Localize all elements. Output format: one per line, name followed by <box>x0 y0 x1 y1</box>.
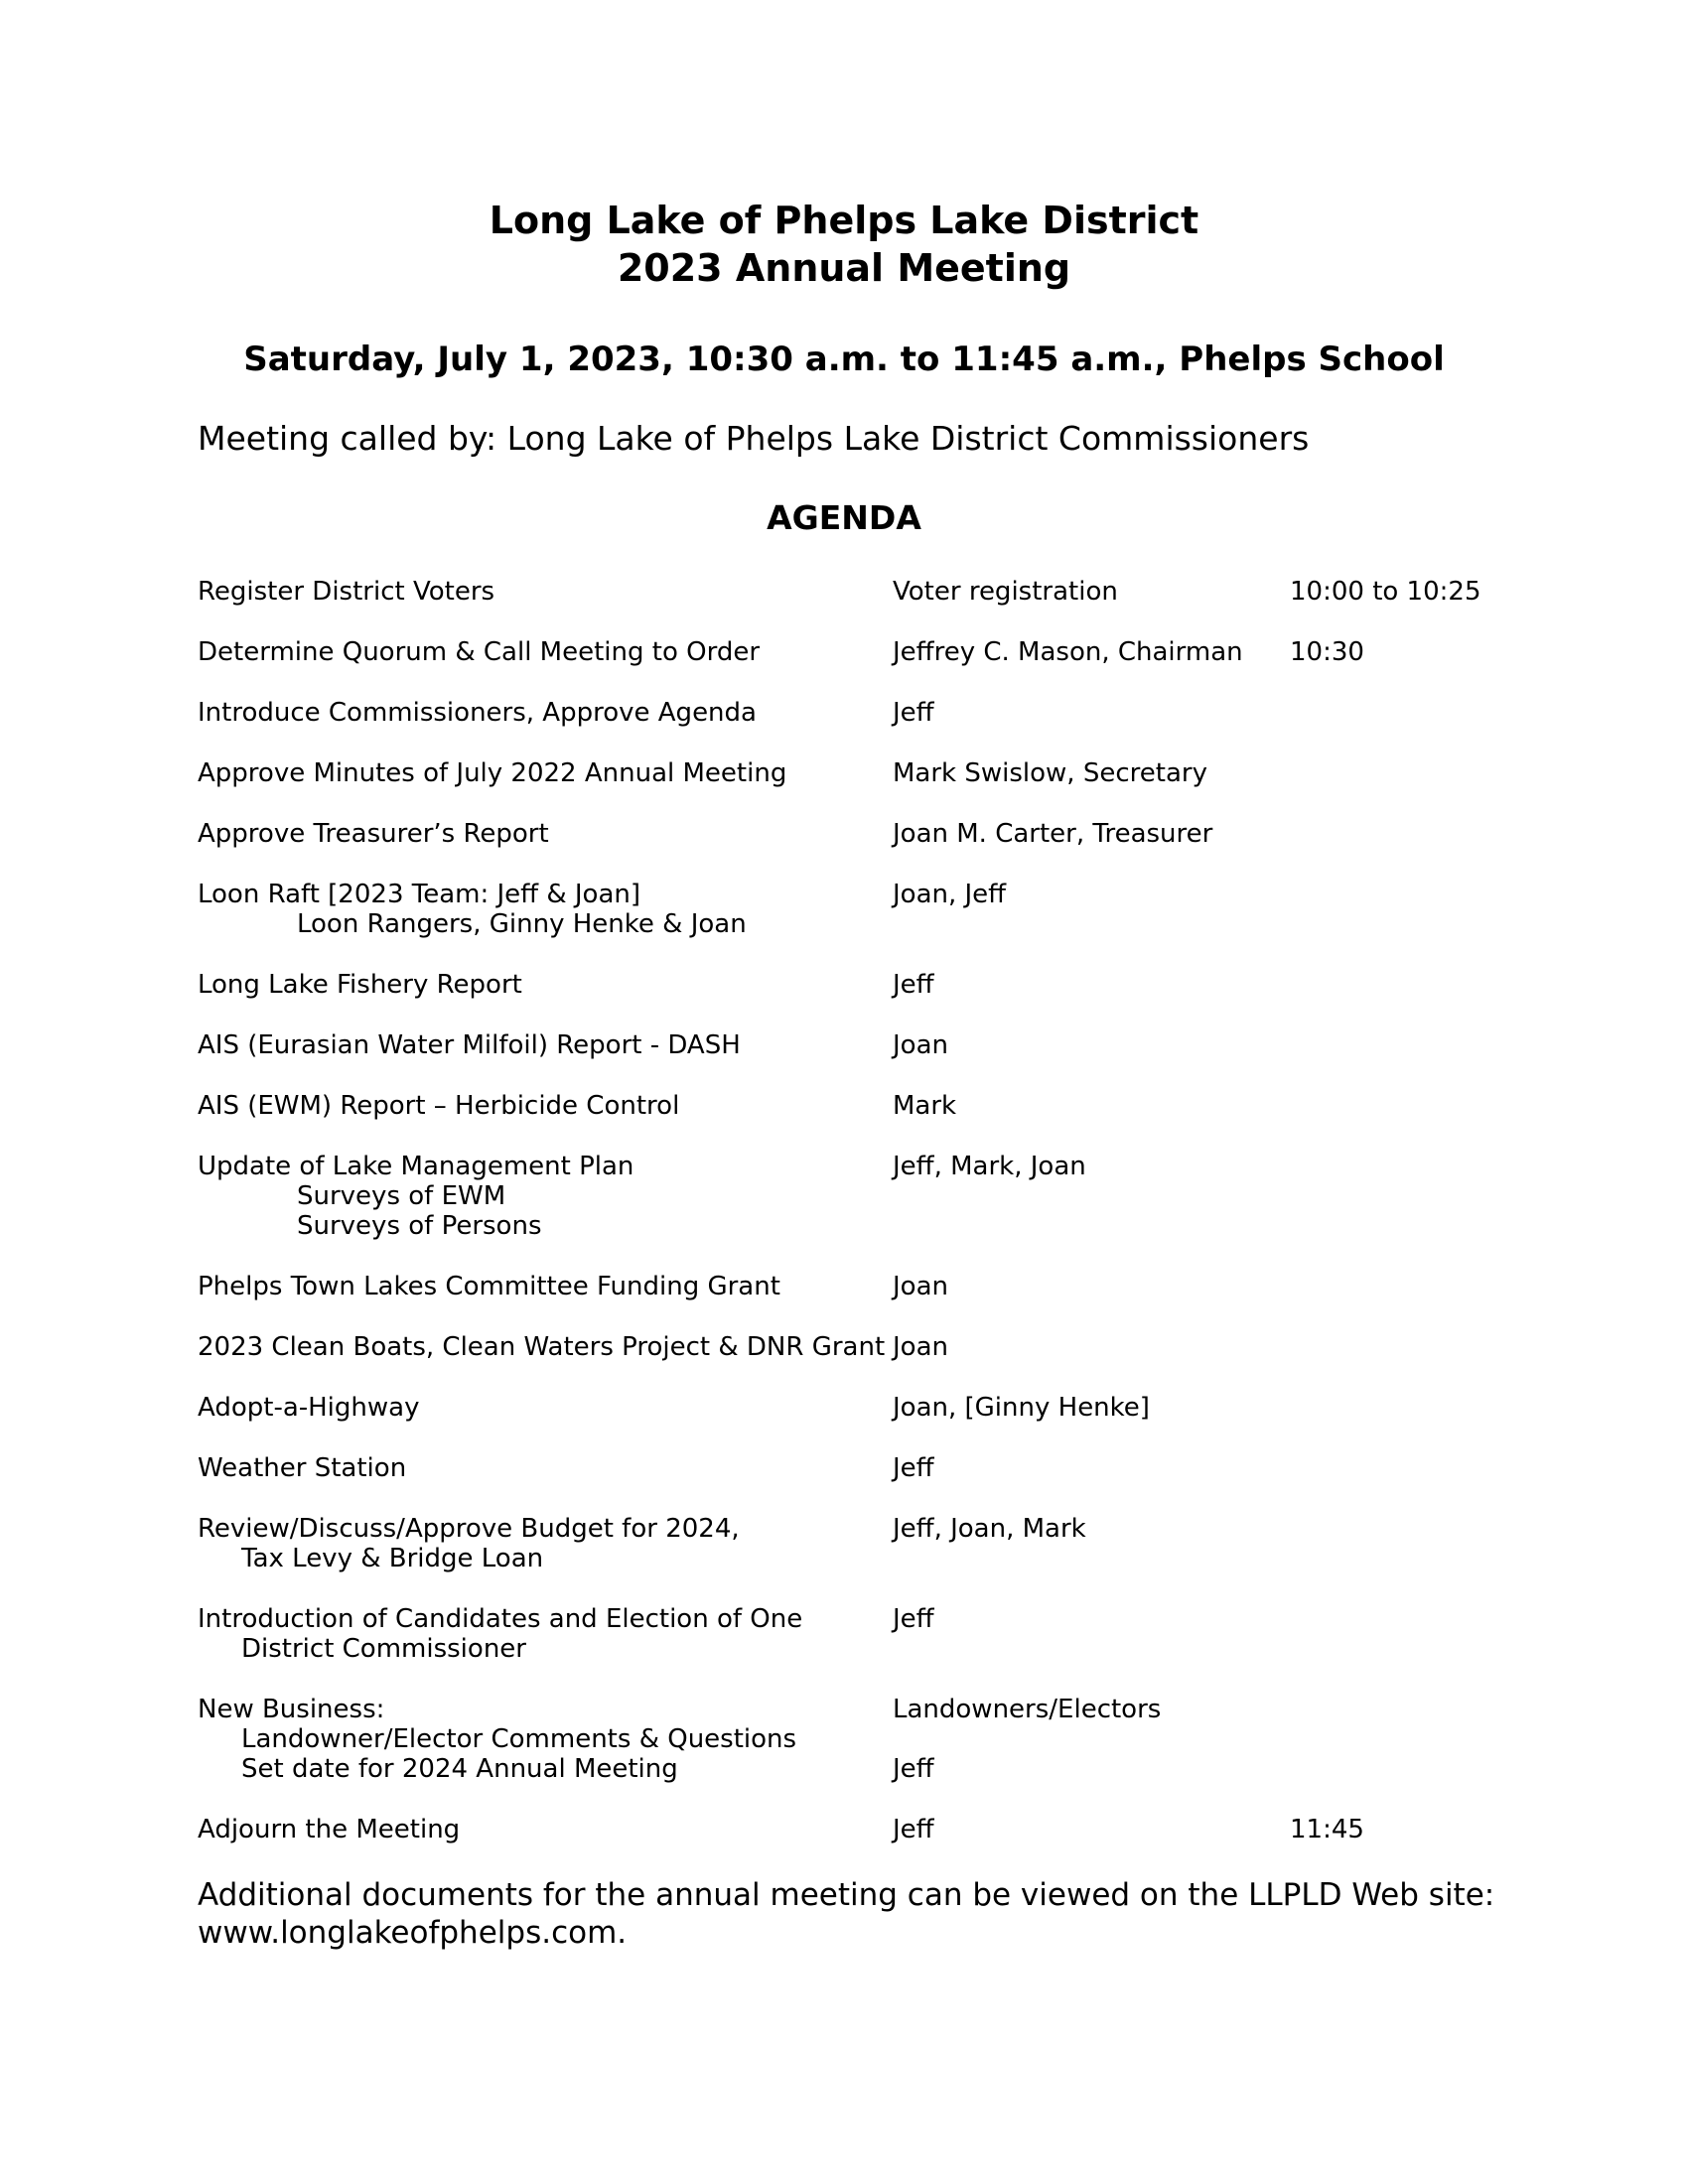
agenda-item: Register District Voters <box>198 577 495 607</box>
footer-text: Additional documents for the annual meeting can be viewed on the LLPLD Web site: <box>198 1877 1495 1913</box>
agenda-item: New Business: <box>198 1695 385 1724</box>
agenda-presenter: Jeffrey C. Mason, Chairman <box>893 637 1243 667</box>
agenda-presenter: Joan <box>893 1030 948 1060</box>
agenda-item: Approve Minutes of July 2022 Annual Meeting <box>198 758 787 788</box>
agenda-item: 2023 Clean Boats, Clean Waters Project & DNR Grant <box>198 1332 886 1362</box>
agenda-subitem: Surveys of EWM <box>297 1181 506 1211</box>
agenda-subitem: District Commissioner <box>241 1634 526 1664</box>
agenda-presenter: Jeff <box>893 1815 934 1844</box>
agenda-time: 11:45 <box>1290 1815 1364 1844</box>
document-subtitle-year: 2023 Annual Meeting <box>617 246 1071 290</box>
agenda-presenter: Landowners/Electors <box>893 1695 1162 1724</box>
agenda-item: Weather Station <box>198 1453 407 1483</box>
agenda-item: Determine Quorum & Call Meeting to Order <box>198 637 761 667</box>
agenda-item: Adopt-a-Highway <box>198 1393 420 1423</box>
agenda-time: 10:00 to 10:25 <box>1290 577 1481 607</box>
agenda-heading: AGENDA <box>767 498 921 537</box>
agenda-presenter: Joan <box>893 1272 948 1301</box>
agenda-presenter: Joan, Jeff <box>893 880 1007 909</box>
agenda-item: Update of Lake Management Plan <box>198 1152 634 1181</box>
agenda-item: Phelps Town Lakes Committee Funding Grant <box>198 1272 780 1301</box>
meeting-date-location: Saturday, July 1, 2023, 10:30 a.m. to 11:45 a.m., Phelps School <box>243 340 1445 379</box>
agenda-item: Introduction of Candidates and Election of One <box>198 1604 803 1634</box>
agenda-time: 10:30 <box>1290 637 1364 667</box>
agenda-presenter: Jeff <box>893 1453 934 1483</box>
footer-note <box>198 1876 1495 1952</box>
agenda-item: AIS (Eurasian Water Milfoil) Report - DASH <box>198 1030 741 1060</box>
agenda-item: Review/Discuss/Approve Budget for 2024, <box>198 1514 740 1544</box>
agenda-subitem: Loon Rangers, Ginny Henke & Joan <box>297 909 747 939</box>
agenda-presenter: Jeff <box>893 970 934 1000</box>
agenda-presenter: Jeff <box>893 1754 934 1784</box>
agenda-item: Introduce Commissioners, Approve Agenda <box>198 698 757 728</box>
agenda-presenter: Joan <box>893 1332 948 1362</box>
agenda-item: Loon Raft [2023 Team: Jeff & Joan] <box>198 880 640 909</box>
agenda-presenter: Jeff <box>893 1604 934 1634</box>
agenda-presenter: Jeff, Mark, Joan <box>893 1152 1086 1181</box>
document-title: Long Lake of Phelps Lake District <box>489 199 1199 242</box>
agenda-subitem: Set date for 2024 Annual Meeting <box>241 1754 678 1784</box>
agenda-item: AIS (EWM) Report – Herbicide Control <box>198 1091 680 1121</box>
agenda-presenter: Joan M. Carter, Treasurer <box>893 819 1213 849</box>
agenda-item: Approve Treasurer’s Report <box>198 819 549 849</box>
website-link[interactable]: www.longlakeofphelps.com. <box>198 1915 628 1951</box>
agenda-presenter: Joan, [Ginny Henke] <box>893 1393 1150 1423</box>
agenda-subitem: Tax Levy & Bridge Loan <box>241 1544 544 1573</box>
agenda-presenter-blank <box>893 1724 1280 1754</box>
agenda-item: Long Lake Fishery Report <box>198 970 522 1000</box>
called-by <box>198 417 1309 461</box>
agenda-presenter: Jeff, Joan, Mark <box>893 1514 1086 1544</box>
agenda-presenter: Jeff <box>893 698 934 728</box>
agenda-presenter: Mark Swislow, Secretary <box>893 758 1207 788</box>
agenda-subitem: Surveys of Persons <box>297 1211 542 1241</box>
called-by-label: Meeting called by: <box>198 419 507 458</box>
called-by-value: Long Lake of Phelps Lake District Commissioners <box>506 419 1310 458</box>
agenda-item: Adjourn the Meeting <box>198 1815 461 1844</box>
agenda-presenter: Voter registration <box>893 577 1118 607</box>
agenda-presenter: Mark <box>893 1091 957 1121</box>
agenda-subitem: Landowner/Elector Comments & Questions <box>241 1724 797 1754</box>
